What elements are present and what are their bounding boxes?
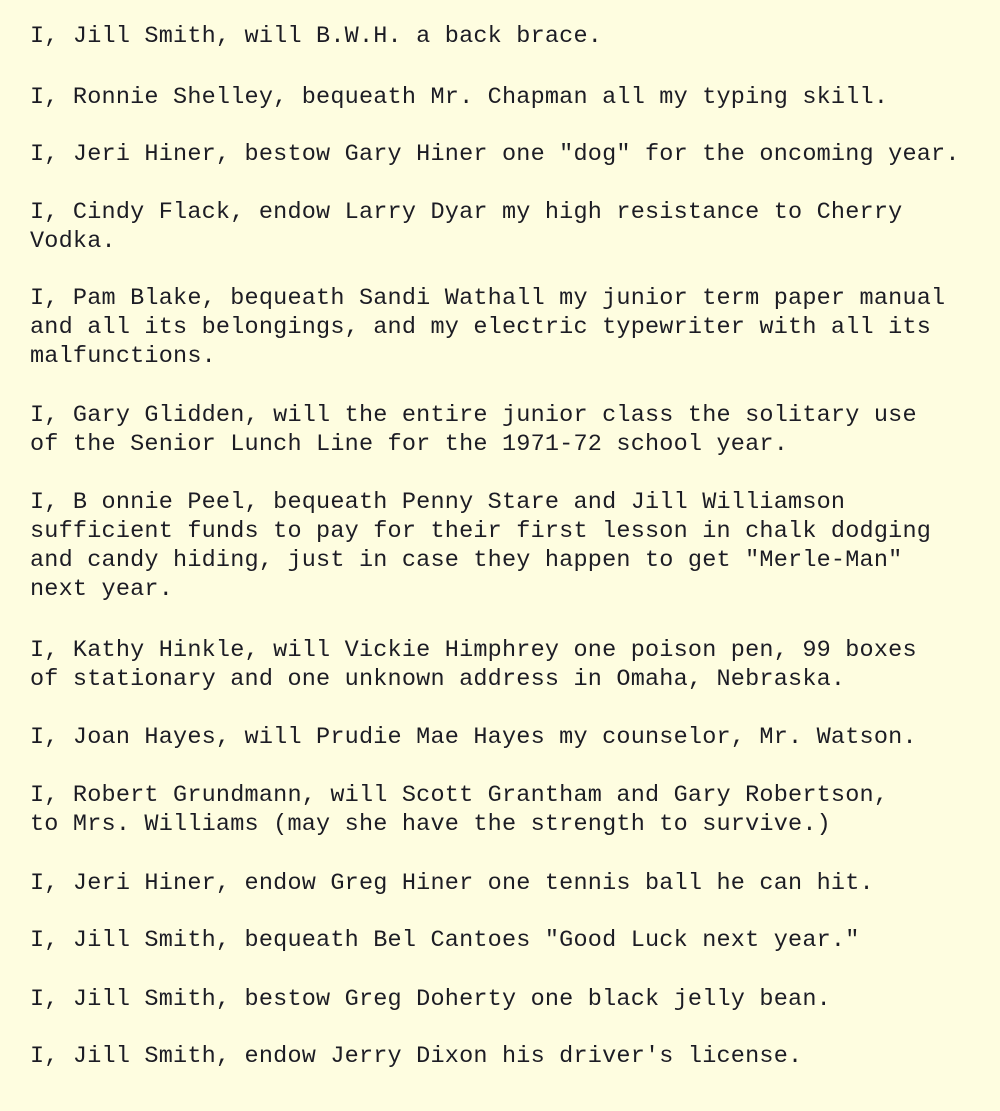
bequest-entry: I, Joan Hayes, will Prudie Mae Hayes my counselor, Mr. Watson. bbox=[30, 724, 917, 751]
bequest-entry: I, Cindy Flack, endow Larry Dyar my high resistance to Cherry Vodka. bbox=[30, 199, 903, 255]
bequest-entry: I, Robert Grundmann, will Scott Grantham and Gary Robertson, to Mrs. Williams (may she have the strength to survive.) bbox=[30, 782, 889, 838]
bequest-entry: I, Jill Smith, endow Jerry Dixon his driver's license. bbox=[30, 1043, 803, 1070]
bequest-entry: I, B onnie Peel, bequeath Penny Stare and Jill Williamson sufficient funds to pay for their first lesson in chalk dodging and candy hiding, just in case they happen to get "Merle-Man" next year. bbox=[30, 489, 932, 603]
bequest-entry: I, Jeri Hiner, endow Greg Hiner one tennis ball he can hit. bbox=[30, 870, 874, 897]
bequest-entry: I, Jill Smith, will B.W.H. a back brace. bbox=[30, 23, 603, 50]
bequest-entry: I, Jill Smith, bequeath Bel Cantoes "Good Luck next year." bbox=[30, 927, 860, 954]
bequest-entry: I, Pam Blake, bequeath Sandi Wathall my junior term paper manual and all its belongings, and my electric typewriter with all its malfunctions. bbox=[30, 285, 946, 370]
bequest-entry: I, Jill Smith, bestow Greg Doherty one black jelly bean. bbox=[30, 986, 831, 1013]
bequest-entry: I, Kathy Hinkle, will Vickie Himphrey one poison pen, 99 boxes of stationary and one unknown address in Omaha, Nebraska. bbox=[30, 637, 917, 693]
bequest-entry: I, Gary Glidden, will the entire junior class the solitary use of the Senior Lunch Line for the 1971-72 school year. bbox=[30, 402, 917, 458]
bequest-entry: I, Ronnie Shelley, bequeath Mr. Chapman all my typing skill. bbox=[30, 84, 889, 111]
bequest-entry: I, Jeri Hiner, bestow Gary Hiner one "dog" for the oncoming year. bbox=[30, 141, 960, 168]
